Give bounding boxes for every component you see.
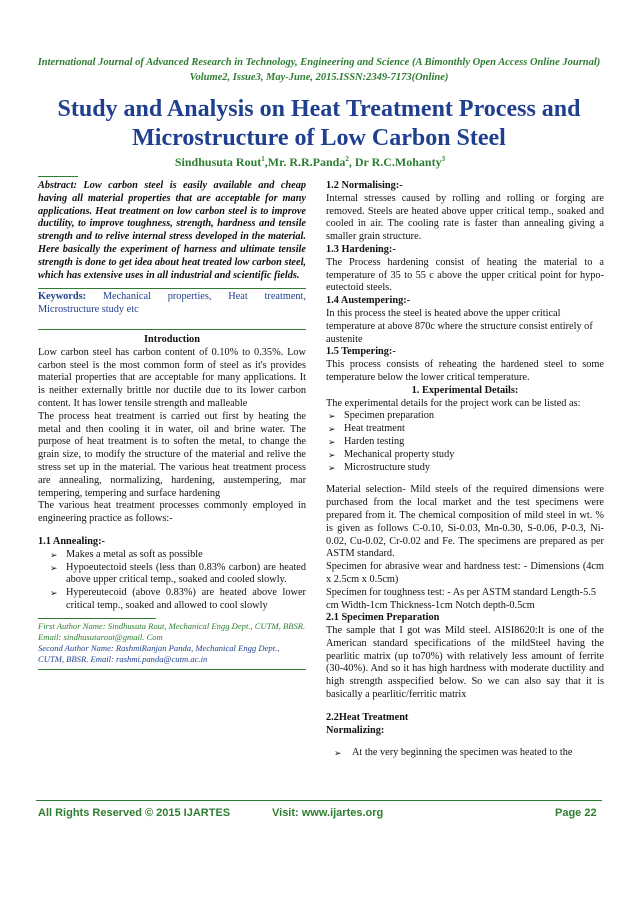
- arrow-bullet-icon: ➢: [328, 436, 336, 447]
- list-item: ➢ Heat treatment: [328, 423, 405, 435]
- normalizing-subheading: Normalizing:: [326, 724, 385, 736]
- list-item: ➢ Harden testing: [328, 435, 405, 447]
- author-3: , Dr R.C.Mohanty: [348, 155, 442, 169]
- experimental-list: [326, 410, 604, 474]
- abstract-label: Abstract: [38, 180, 74, 191]
- footnotes: [38, 621, 306, 665]
- heat-treatment-heading: 2.2Heat Treatment: [326, 711, 409, 723]
- author-1-affil: 1: [261, 155, 265, 163]
- experimental-intro: The experimental details for the project work can be listed as:: [326, 397, 581, 409]
- left-column: [38, 180, 306, 672]
- specimen-text: The sample that I got was Mild steel. AISI8620:It is one of the American standard specifications of the mildSteel having the pearlitic matrix (up to70%) with relatively less amount of ferrite (30-40%). And so it has high hardness with moderate ductility and high strength asspecified below. So we can also say that it is basically a pearlitic/ferritic matrix: [326, 625, 604, 701]
- tempering-text: This process consists of reheating the hardened steel to some temperature below the lower critical temperature.: [326, 359, 604, 383]
- list-item: ➢ Hypoeutectoid steels (less than 0.83% carbon) are heated above upper critical temp., soaked and cooled slowly.: [50, 561, 306, 586]
- footer-divider: [36, 800, 602, 801]
- footnote-first-author: First Author Name: Sindhusuta Rout, Mechanical Engg Dept., CUTM, BBSR. Email: sindhusutarout@gmail. Com: [38, 620, 306, 642]
- arrow-bullet-icon: ➢: [334, 748, 342, 759]
- author-2: ,Mr. R.R.Panda: [264, 155, 346, 169]
- journal-header: International Journal of Advanced Research in Technology, Engineering and Science (A Bimonthly Open Access Online Journal) Volume2, Issue3, May-June, 2015.ISSN:2349-7173(Online): [37, 57, 601, 83]
- footnote-second-author: Second Author Name: RashmiRanjan Panda, Mechanical Engg Dept., CUTM, BBSR. Email: rashmi.panda@cutm.ac.in: [38, 642, 280, 664]
- author-1: Sindhusuta Rout: [174, 155, 262, 169]
- title-divider: [38, 176, 78, 177]
- toughness-specimen: Specimen for toughness test: - As per ASTM standard Length-5.5 cm Width-1cm Thickness-1cm Notch depth-0.5cm: [326, 586, 596, 611]
- abrasive-specimen: Specimen for abrasive wear and hardness test: - Dimensions (4cm x 2.5cm x 0.5cm): [326, 561, 604, 585]
- arrow-bullet-icon: ➢: [328, 411, 336, 422]
- spacer: [326, 737, 604, 747]
- annealing-heading: 1.1 Annealing:-: [38, 535, 105, 547]
- normalising-text: Internal stresses caused by rolling and rolling or forging are removed. Steels are heated above upper critical temp., soaked and cooled in air. The cooling rate is faster than annealing giving a smaller grain structure.: [326, 192, 604, 243]
- list-item: ➢ Makes a metal as soft as possible: [50, 548, 203, 560]
- footnote-divider: [38, 618, 156, 619]
- intro-paragraph-1: Low carbon steel has carbon content of 0.10% to 0.35%. Low carbon steel is the most common form of steel as it's provides material properties that are acceptable for many applications. It is neither externally brittle nor ductile due to its lower carbon content. It has lower tensile strength and malleable: [38, 346, 306, 409]
- arrow-bullet-icon: ➢: [50, 549, 58, 560]
- arrow-bullet-icon: ➢: [328, 449, 336, 460]
- right-column: [326, 180, 604, 760]
- author-2-affil: 2: [345, 155, 349, 163]
- heat-treatment-list: [326, 747, 604, 760]
- abstract-divider: [38, 288, 306, 289]
- list-item: ➢ Mechanical property study: [328, 448, 455, 460]
- abstract-text: : Low carbon steel is easily available and cheap having all material properties that are acceptable for many applications. Heat treatment on low carbon steel is to improve ductility, to improve toughness, strength, hardness and tensile strength and to relive internal stress developed in the material. Here basically the experiment of harness and ultimate tensile strength is done to get idea about heat treated low carbon steel, which has extensive uses in all industrial and scientific fields.: [38, 180, 306, 281]
- keywords-text: Mechanical properties, Heat treatment, Microstructure study etc: [38, 291, 306, 316]
- arrow-bullet-icon: ➢: [50, 588, 58, 599]
- normalising-heading: 1.2 Normalising:-: [326, 180, 403, 191]
- keywords: [38, 291, 306, 317]
- austempering-text: In this process the steel is heated above the upper critical temperature at above 870c where the structure consist entirely of austenite: [326, 307, 593, 345]
- hardening-heading: 1.3 Hardening:-: [326, 243, 396, 255]
- list-item: ➢ Hypereutecoid (above 0.83%) are heated above lower critical temp., soaked and allowed to cool slowly: [50, 587, 306, 611]
- author-3-affil: 3: [441, 155, 446, 163]
- footer-rights: All Rights Reserved © 2015 IJARTES: [38, 807, 231, 819]
- hardening-text: The Process hardening consist of heating the material to a temperature of 35 to 55 c above the upper critical point for hypo-eutectoid steels.: [326, 256, 604, 294]
- footer-page-number: Page 22: [555, 807, 597, 819]
- arrow-bullet-icon: ➢: [50, 562, 58, 573]
- austempering-heading: 1.4 Austempering:-: [326, 295, 411, 307]
- arrow-bullet-icon: ➢: [328, 424, 336, 435]
- intro-paragraph-3: The various heat treatment processes commonly employed in engineering practice as follows:-: [38, 500, 306, 525]
- tempering-heading: 1.5 Tempering:-: [326, 346, 396, 358]
- list-item: ➢ Specimen preparation: [328, 410, 435, 422]
- spacer: [326, 474, 604, 484]
- intro-paragraph-2: The process heat treatment is carried out first by heating the metal and then cooling it in water, oil and brine water. The purpose of heat treatment is to soften the metal, to change the grain size, to modify the structure of the material and relive the stress set up in the material. The various heat treatment process are annealing, normalizing, hardening, austempering, mar tempering, tempering and surface hardening: [38, 410, 306, 499]
- intro-heading: Introduction: [144, 333, 200, 345]
- footnote-end-divider: [38, 669, 306, 670]
- keywords-divider: [38, 329, 306, 330]
- paper-title: Study and Analysis on Heat Treatment Process and Microstructure of Low Carbon Steel: [57, 96, 581, 151]
- experimental-heading: 1. Experimental Details:: [411, 384, 519, 396]
- specimen-heading: 2.1 Specimen Preparation: [326, 612, 440, 624]
- list-item: ➢ At the very beginning the specimen was heated to the: [334, 747, 573, 759]
- keywords-label: Keywords:: [38, 291, 87, 303]
- footer-website-link[interactable]: Visit: www.ijartes.org: [272, 807, 384, 819]
- spacer: [38, 526, 306, 536]
- arrow-bullet-icon: ➢: [328, 462, 336, 473]
- list-item: ➢ Microstructure study: [328, 461, 431, 473]
- spacer: [326, 702, 604, 712]
- material-selection: Material selection- Mild steels of the required dimensions were purchased from the local market and the test specimens were prepared from it. The chemical composition of mild steel in wt. % is given as follows C-0.10, Si-0.03, Mn-0.30, S-0.06, P-0.3, Ni- 0.02, Cu-0.02, Cr-0.02 and Fe. The specimens are prepared as per ASTM standard.: [326, 484, 604, 560]
- annealing-list: [38, 549, 306, 613]
- abstract: [38, 180, 306, 282]
- authors-line: [160, 155, 460, 170]
